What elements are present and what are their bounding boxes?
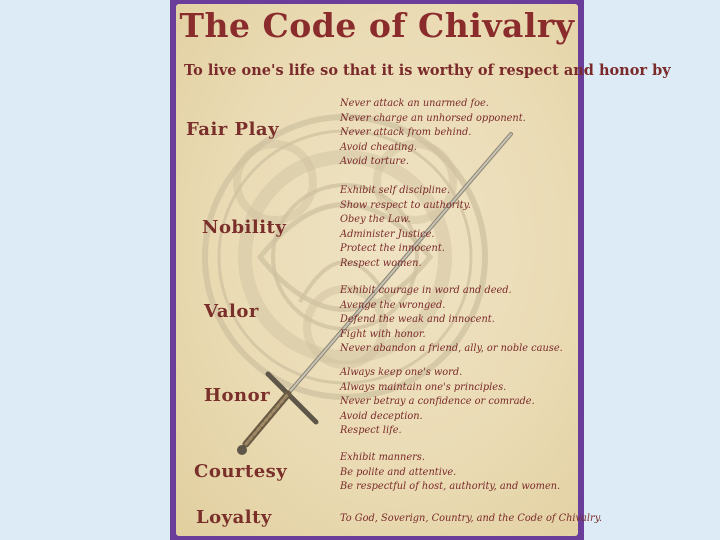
rule-list-nobility: [340, 184, 471, 272]
rule-item: Administer Justice.: [340, 228, 435, 240]
rule-item: Show respect to authority.: [340, 199, 471, 211]
rule-item: Avoid cheating.: [340, 141, 417, 153]
rule-item: Be respectful of host, authority, and women.: [340, 481, 561, 493]
rule-item: Always maintain one's principles.: [340, 381, 507, 393]
rule-item: Respect women.: [340, 257, 422, 269]
rule-item: Never attack from behind.: [340, 127, 472, 139]
rule-list-valor: [340, 284, 563, 357]
rule-item: Never charge an unhorsed opponent.: [340, 112, 526, 124]
poster-title: The Code of Chivalry: [179, 6, 575, 45]
rule-item: Never betray a confidence or comrade.: [340, 396, 535, 408]
virtue-heading-honor: Honor: [204, 385, 271, 406]
rule-item: Exhibit self discipline.: [340, 185, 451, 196]
rule-item: Avoid deception.: [340, 410, 423, 422]
rule-item: Exhibit courage in word and deed.: [340, 285, 512, 296]
rule-list-courtesy: [340, 451, 560, 495]
rule-item: Never abandon a friend, ally, or noble cause.: [340, 343, 563, 355]
rule-item: Avenge the wronged.: [340, 299, 446, 311]
rule-item: To God, Soverign, Country, and the Code of Chivalry.: [340, 513, 603, 524]
rule-item: Obey the Law.: [340, 214, 411, 226]
rule-item: Exhibit manners.: [340, 452, 425, 463]
virtue-heading-valor: Valor: [204, 301, 259, 322]
rule-list-loyalty: [340, 512, 602, 527]
rule-item: Always keep one's word.: [340, 367, 463, 378]
rule-list-honor: [340, 366, 535, 439]
virtue-heading-courtesy: Courtesy: [194, 461, 288, 482]
parchment-poster: [176, 4, 671, 536]
rule-item: Defend the weak and innocent.: [340, 314, 495, 326]
rule-item: Respect life.: [340, 425, 402, 437]
rule-list-fair-play: [340, 97, 526, 170]
rule-item: Protect the innocent.: [340, 243, 445, 255]
rule-item: Avoid torture.: [340, 156, 409, 168]
rule-item: Fight with honor.: [340, 328, 426, 340]
poster-subtitle: To live one's life so that it is worthy of respect and honor by: [184, 62, 671, 79]
virtue-heading-fair-play: Fair Play: [186, 119, 280, 140]
virtue-heading-nobility: Nobility: [202, 217, 287, 238]
rule-item: Never attack an unarmed foe.: [340, 98, 489, 109]
virtue-heading-loyalty: Loyalty: [196, 507, 272, 528]
rule-item: Be polite and attentive.: [340, 466, 457, 478]
